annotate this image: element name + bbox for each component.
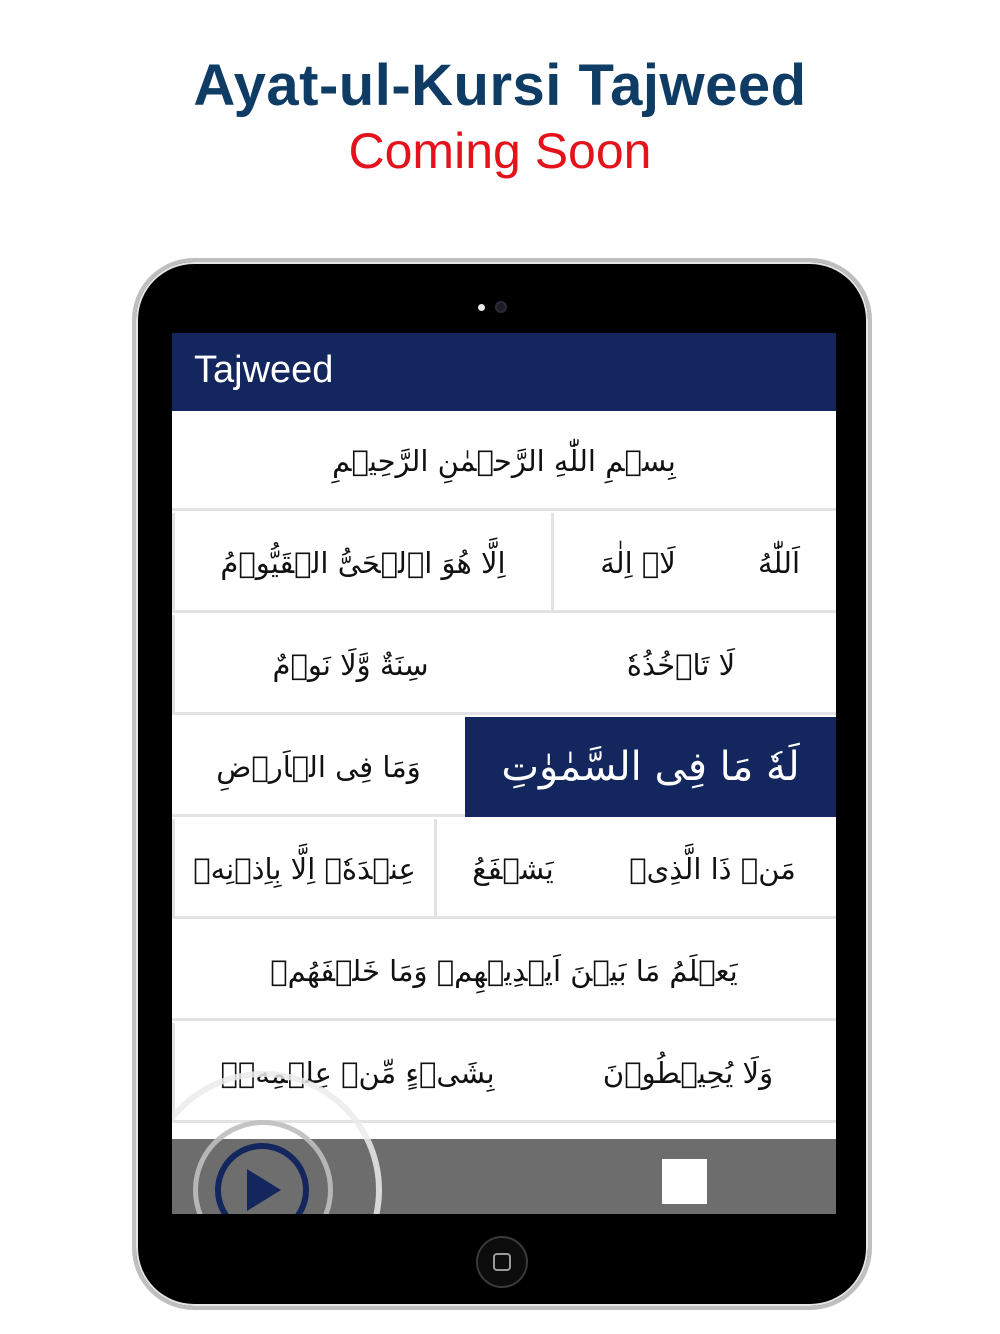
app-bar [172, 333, 836, 411]
app-title: Tajweed [194, 349, 334, 391]
verse-segment[interactable]: اِلَّا هُوَ اۚلۡحَیُّ الۡقَیُّوۡمُ [172, 513, 551, 613]
verse-segment[interactable]: بِشَیۡءٍ مِّنۡ عِلۡمِهٖۤ [172, 1023, 540, 1123]
verse-segment[interactable]: سِنَةٌ وَّلَا نَوۡمٌ [172, 615, 526, 715]
stop-icon[interactable] [662, 1159, 707, 1204]
verse-segment[interactable]: وَمَا فِی الۡاَرۡضِ [216, 750, 421, 784]
verse-row [172, 615, 836, 715]
verse-segment-active[interactable]: لَهٗ مَا فِی السَّمٰوٰتِ [465, 717, 836, 817]
verse-row [172, 513, 836, 613]
promo-subtitle: Coming Soon [348, 123, 652, 179]
verse-segment[interactable]: عِنۡدَهٗۤ اِلَّا بِاِذۡنِهٖ [172, 819, 434, 919]
home-square-icon [493, 1253, 511, 1271]
home-button-icon[interactable] [476, 1236, 528, 1288]
sensor-dot [478, 304, 485, 311]
verse-segment[interactable]: لَاۤ اِلٰهَ [551, 513, 722, 613]
verse-segment[interactable]: وَلَا یُحِیۡطُوۡنَ [602, 1056, 774, 1090]
camera-icon [495, 301, 507, 313]
verse-segment[interactable]: اَللّٰهُ [757, 546, 801, 580]
verse-row [172, 717, 836, 817]
verse-segment[interactable]: یَعۡلَمُ مَا بَیۡنَ اَیۡدِیۡهِمۡ وَمَا خَلۡفَهُمۡ [270, 954, 738, 988]
promo-title: Ayat-ul-Kursi Tajweed [193, 53, 807, 118]
verse-segment[interactable]: بِسۡمِ اللّٰهِ الرَّحۡمٰنِ الرَّحِیۡمِ [332, 444, 676, 478]
play-icon[interactable] [247, 1169, 281, 1211]
verse-row [172, 921, 836, 1021]
app-screen [172, 333, 836, 1214]
verse-segment[interactable]: لَا تَاۡخُذُهٗ [626, 648, 736, 682]
verse-row [172, 411, 836, 511]
verse-row [172, 819, 836, 919]
verse-segment[interactable]: مَنۡ ذَا الَّذِیۡ [629, 852, 796, 886]
verse-segment[interactable]: یَشۡفَعُ [434, 819, 589, 919]
